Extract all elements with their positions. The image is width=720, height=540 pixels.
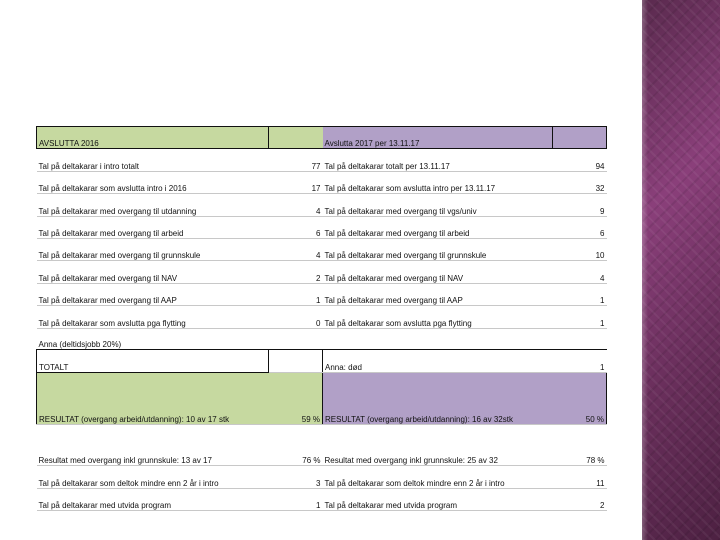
row-right-value: 11 bbox=[553, 466, 607, 489]
row-left-label: Tal på deltakarar med overgang til NAV bbox=[37, 261, 269, 284]
row-right-value: 1 bbox=[553, 284, 607, 306]
row-right-label: Tal på deltakarar med overgang til AAP bbox=[323, 284, 553, 306]
row-right-label: Tal på deltakarar med overgang til vgs/univ bbox=[323, 194, 553, 217]
row-right-value: 9 bbox=[553, 194, 607, 217]
row-right-value: 1 bbox=[553, 306, 607, 329]
row-right-value: 6 bbox=[553, 217, 607, 239]
table-row bbox=[37, 149, 607, 172]
empty-cell bbox=[323, 329, 553, 350]
table-row bbox=[37, 239, 607, 261]
table-row bbox=[37, 261, 607, 284]
row-right-label: Tal på deltakarar totalt per 13.11.17 bbox=[323, 149, 553, 172]
results-table bbox=[36, 126, 607, 511]
row-left-value: 1 bbox=[269, 284, 323, 306]
empty-cell bbox=[269, 329, 323, 350]
header-right-title: Avslutta 2017 per 13.11.17 bbox=[323, 127, 553, 149]
anna-dod-value: 1 bbox=[553, 350, 607, 373]
row-right-value: 2 bbox=[553, 489, 607, 511]
result-left-value: 59 % bbox=[269, 373, 323, 425]
totalt-label: TOTALT bbox=[37, 350, 269, 373]
table-row bbox=[37, 172, 607, 194]
decorative-side-panel bbox=[642, 0, 720, 540]
row-left-label: Tal på deltakarar med overgang til arbeid bbox=[37, 217, 269, 239]
row-left-value: 77 bbox=[269, 149, 323, 172]
empty-cell bbox=[553, 329, 607, 350]
row-right-label: Tal på deltakarar med overgang til grunnskule bbox=[323, 239, 553, 261]
grunnskule-right-value: 78 % bbox=[553, 425, 607, 466]
row-right-value: 10 bbox=[553, 239, 607, 261]
row-right-value: 94 bbox=[553, 149, 607, 172]
row-right-value: 32 bbox=[553, 172, 607, 194]
row-left-value: 1 bbox=[269, 489, 323, 511]
result-row bbox=[37, 373, 607, 425]
table-row bbox=[37, 217, 607, 239]
row-left-value: 3 bbox=[269, 466, 323, 489]
table-row bbox=[37, 194, 607, 217]
header-right-empty bbox=[553, 127, 607, 149]
row-left-value: 4 bbox=[269, 194, 323, 217]
row-left-value: 2 bbox=[269, 261, 323, 284]
result-left-label: RESULTAT (overgang arbeid/utdanning): 10 av 17 stk bbox=[37, 373, 269, 425]
table-row bbox=[37, 466, 607, 489]
row-left-value: 17 bbox=[269, 172, 323, 194]
header-left-empty bbox=[269, 127, 323, 149]
row-left-label: Tal på deltakarar med overgang til AAP bbox=[37, 284, 269, 306]
result-right-value: 50 % bbox=[553, 373, 607, 425]
row-left-label: Tal på deltakarar som avslutta pga flytting bbox=[37, 306, 269, 329]
table-row bbox=[37, 306, 607, 329]
grunnskule-row bbox=[37, 425, 607, 466]
grunnskule-left-value: 76 % bbox=[269, 425, 323, 466]
row-right-label: Tal på deltakarar som avslutta pga flytting bbox=[323, 306, 553, 329]
row-right-label: Tal på deltakarar som avslutta intro per 13.11.17 bbox=[323, 172, 553, 194]
row-left-value: 4 bbox=[269, 239, 323, 261]
row-left-label: Tal på deltakarar med overgang til grunnskule bbox=[37, 239, 269, 261]
anna-row bbox=[37, 329, 607, 350]
totalt-row bbox=[37, 350, 607, 373]
row-left-value: 0 bbox=[269, 306, 323, 329]
empty-cell bbox=[269, 350, 323, 373]
row-left-label: Tal på deltakarar i intro totalt bbox=[37, 149, 269, 172]
row-left-label: Tal på deltakarar med overgang til utdanning bbox=[37, 194, 269, 217]
row-left-label: Tal på deltakarar som deltok mindre enn 2 år i intro bbox=[37, 466, 269, 489]
row-right-value: 4 bbox=[553, 261, 607, 284]
table-row bbox=[37, 284, 607, 306]
row-left-label: Tal på deltakarar som avslutta intro i 2016 bbox=[37, 172, 269, 194]
grunnskule-left-label: Resultat med overgang inkl grunnskule: 13 av 17 bbox=[37, 425, 269, 466]
row-right-label: Tal på deltakarar med overgang til NAV bbox=[323, 261, 553, 284]
row-right-label: Tal på deltakarar med overgang til arbeid bbox=[323, 217, 553, 239]
row-left-label: Tal på deltakarar med utvida program bbox=[37, 489, 269, 511]
anna-dod-label: Anna: død bbox=[323, 350, 553, 373]
header-left-title: AVSLUTTA 2016 bbox=[37, 127, 269, 149]
result-right-label: RESULTAT (overgang arbeid/utdanning): 16 av 32stk bbox=[323, 373, 553, 425]
grunnskule-right-label: Resultat med overgang inkl grunnskule: 25 av 32 bbox=[323, 425, 553, 466]
row-right-label: Tal på deltakarar med utvida program bbox=[323, 489, 553, 511]
row-left-value: 6 bbox=[269, 217, 323, 239]
anna-label: Anna (deltidsjobb 20%) bbox=[37, 329, 269, 350]
table-row bbox=[37, 489, 607, 511]
row-right-label: Tal på deltakarar som deltok mindre enn 2 år i intro bbox=[323, 466, 553, 489]
header-row bbox=[37, 127, 607, 149]
